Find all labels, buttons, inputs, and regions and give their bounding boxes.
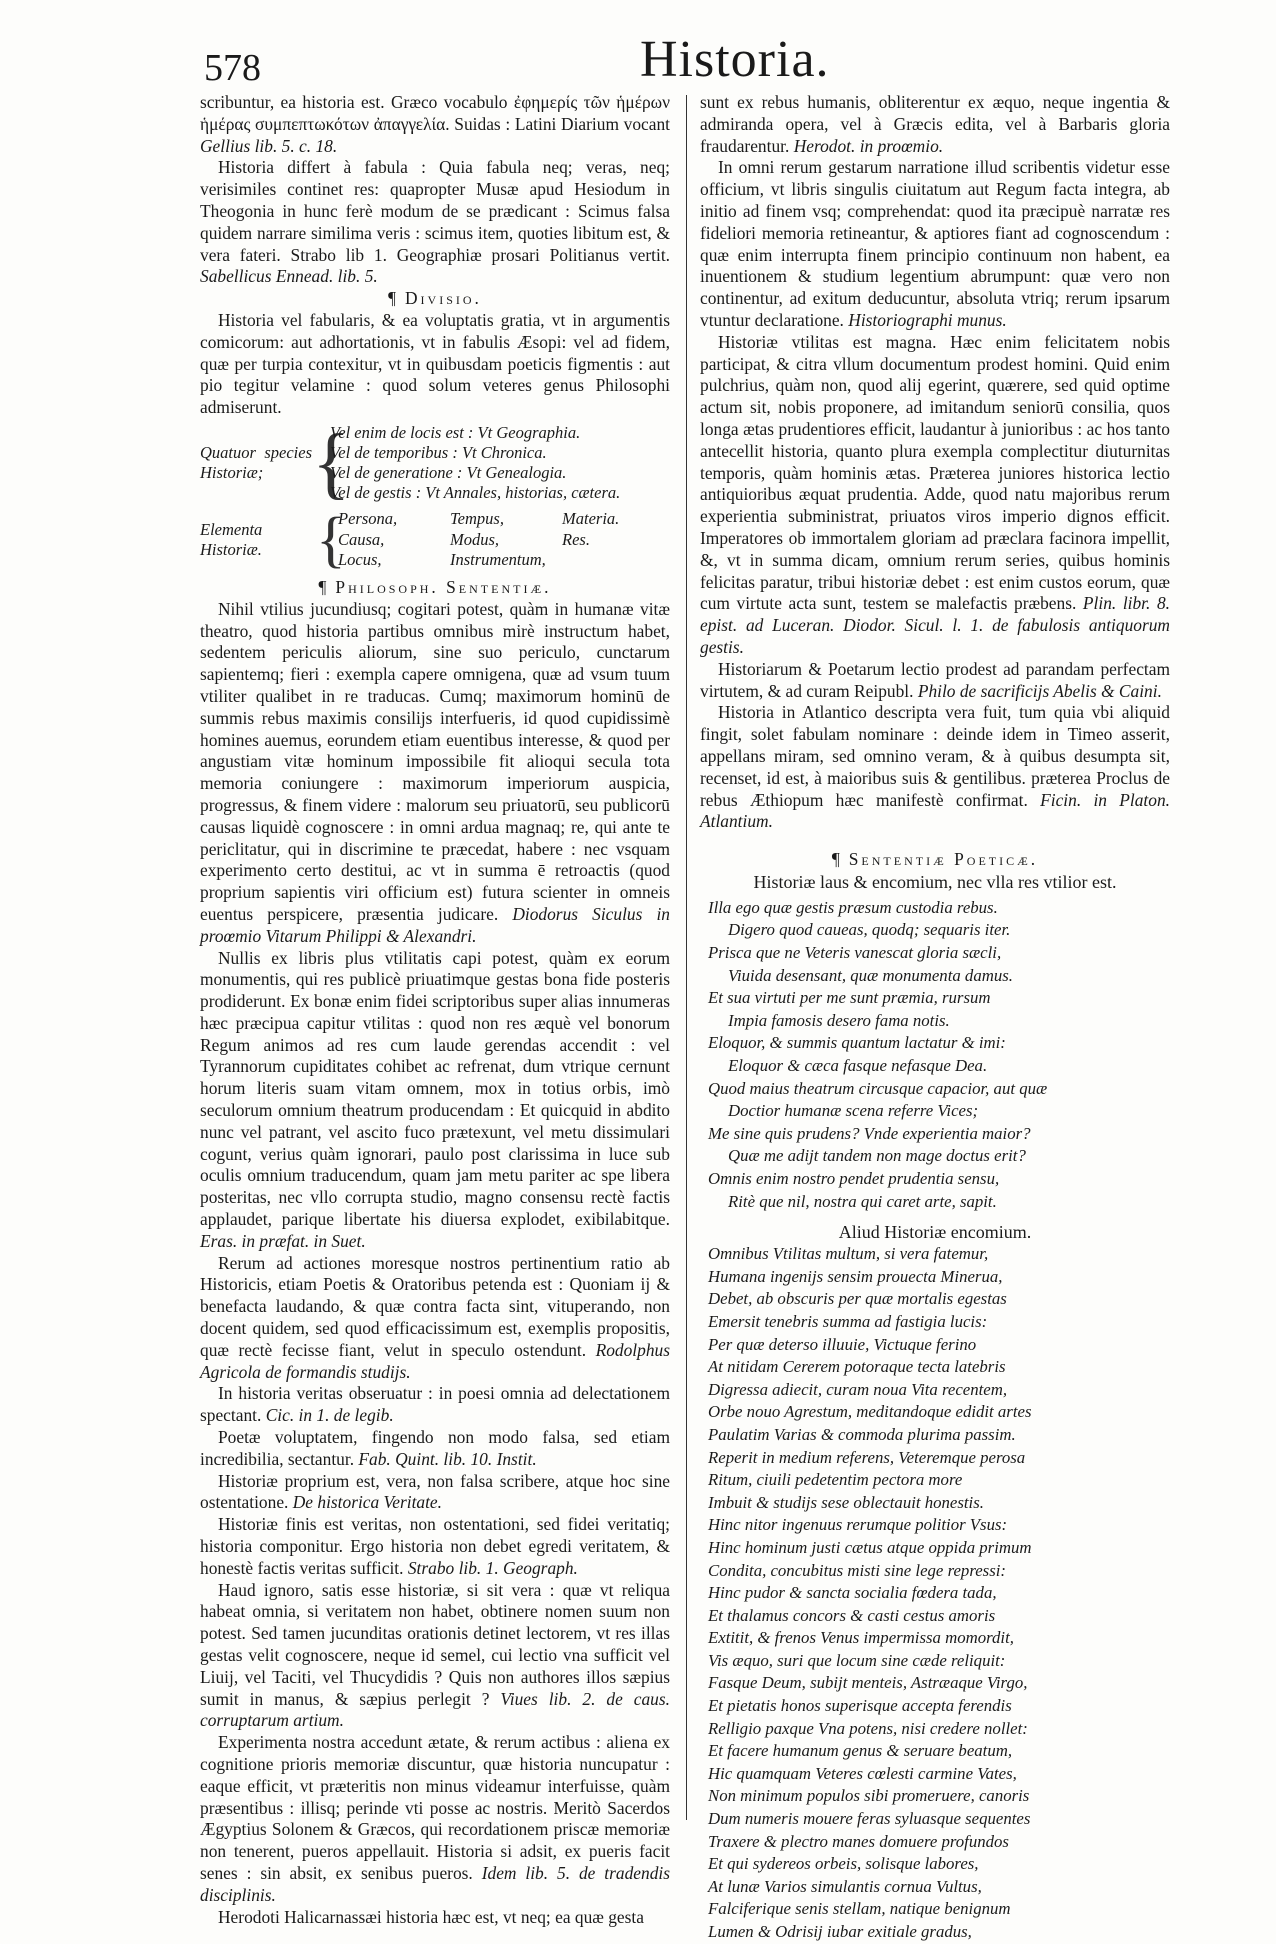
citation: Eras. in præfat. in Suet.: [200, 1230, 366, 1251]
citation: Sabellicus Ennead. lib. 5.: [200, 266, 378, 287]
citation: Idem lib. 5. de tradendis disciplinis.: [200, 1862, 670, 1905]
verse-line: Digero quod caueas, quodq; sequaris iter.: [728, 920, 1011, 940]
left-column: [200, 92, 670, 1928]
section-heading-divisio: ¶ Divisio.: [388, 288, 482, 309]
elementa-item: Persona,: [338, 508, 398, 528]
right-column: [700, 92, 1170, 1944]
verse-line: Et facere humanum genus & seruare beatum,: [708, 1741, 1013, 1761]
citation: Herodot. in proœmio.: [793, 135, 944, 156]
species-label: Quatuor species Historiæ;: [200, 442, 312, 482]
paragraph: Historiarum & Poetarum lectio prodest ad parandam perfectam virtutem, & ad curam Reipubl. Philo de sacrificijs Abelis & Caini.: [700, 658, 1170, 701]
paragraph: Historia differt à fabula : Quia fabula neq; veras, neq; verisimiles continet res: quapropter Musæ apud Hesiodum in Theogonia in hunc ferè modum de se prædicant : Scimus falsa quidem narrare similima veris : scimus item, quoties libitum est, & vera fateri. Strabo lib 1. Geographiæ prosari Politianus vertit. Sabellicus Ennead. lib. 5.: [200, 157, 670, 287]
elementa-item: Materia.: [562, 508, 620, 528]
verse-line: Condita, concubitus misti sine lege repressi:: [708, 1560, 1006, 1580]
verse-line: Ritum, ciuili pedetentim pectora more: [708, 1470, 963, 1490]
brace-icon: {: [316, 505, 346, 574]
verse-line: Non minimum populos sibi promeruere, canoris: [708, 1786, 1030, 1806]
citation: Ficin. in Platon. Atlantium.: [700, 789, 1170, 832]
paragraph: sunt ex rebus humanis, obliterentur ex æquo, neque ingentia & admiranda opera, vel à Græcis edita, vel à Barbaris gloria fraudarentur. Herodot. in proœmio.: [700, 92, 1170, 156]
verse-line: Falciferique senis stellam, natique benignum: [708, 1899, 1011, 1919]
pilcrow-icon: ¶: [318, 576, 330, 597]
paragraph: Nihil vtilius jucundiusq; cogitari potest, quàm in humanæ vitæ theatro, quod historia partibus omnibus mirè instructum habet, sedentem periculis aliorum, sine suo periculo, cunctarum sapientemq; fieri : exempla capere omnigena, quæ ad vsum tuum vtiliter qualibet in re traducas. Cumq; maximorum hominū de summis rebus maximis consilijs interfueris, id quod cupidissimè homines auemus, eorundem etiam euentibus interesse, & quod per angustiam vitæ hominum impossibile fit alioqui secula tota memoria coniungere : maximorum imperiorum auspicia, progressus, & finem videre : malorum seu priuatorū, seu publicorū causas liquidè cognoscere : in omni ardua magnaq; re, qui ante te periclitatur, qui in discrimine te præcedat, habere : nec vsquam experimento certo destitui, ac vt in summa ē retroactis (quod proprium sapientis viri officium est) futura scienter in omneis euentus perspicere, præsentia judicare. Diodorus Siculus in proœmio Vitarum Philippi & Alexandri.: [200, 598, 670, 946]
verse-line: Extitit, & frenos Venus impermissa momordit,: [708, 1628, 1014, 1648]
verse-line: Omnibus Vtilitas multum, si vera fatemur,: [708, 1244, 989, 1264]
citation: Plin. libr. 8. epist. ad Luceran. Diodor. Sicul. l. 1. de fabulosis antiquorum gestis.: [700, 593, 1170, 657]
elementa-item: Tempus,: [450, 508, 504, 528]
paragraph: Historiæ finis est veritas, non ostentationi, sed fidei veritatiq; historia componitur. Ergo historia non debet egredi veritatem, & honestè factis veritas sufficit. Strabo lib. 1. Geograph.: [200, 1514, 670, 1578]
poem-title: Aliud Historiæ encomium.: [838, 1222, 1032, 1243]
species-scheme: [200, 418, 670, 507]
paragraph: In historia veritas obseruatur : in poesi omnia ad delectationem spectant. Cic. in 1. de legib.: [200, 1383, 670, 1426]
citation: Diodorus Siculus in proœmio Vitarum Philippi & Alexandri.: [200, 903, 670, 946]
verse-line: Prisca que ne Veteris vanescat gloria sæcli,: [708, 943, 1002, 963]
paragraph: In omni rerum gestarum narratione illud scribentis videtur esse officium, vt libris singulis ciuitatum aut Regum facta integra, ab initio ad finem vsq; comprehendat: quod ita præcipuè narratæ res fideliori memoria retineantur, & aptiores fiant ad cognoscendum : quæ enim interrupta finem principio continuum non habent, ea inuentionem & studium legentium abrumpunt: quæ vero non continentur, ad exitum deducuntur, absoluta vtriq; rerum ipsarum vtuntur declaratione. Historiographi munus.: [700, 157, 1170, 330]
species-item: Vel de gestis : Vt Annales, historias, cætera.: [330, 482, 621, 502]
elementa-item: Res.: [562, 529, 590, 549]
verse-line: Lumen & Odrisij iubar exitiale gradus,: [708, 1922, 972, 1942]
elementa-item: Locus,: [338, 550, 382, 570]
verse-line: Traxere & plectro manes domuere profundos: [708, 1831, 1009, 1851]
citation: Fab. Quint. lib. 10. Instit.: [358, 1448, 537, 1469]
verse-line: Ritè que nil, nostra qui caret arte, sapit.: [728, 1191, 997, 1211]
verse-line: At lunæ Varios simulantis cornua Vultus,: [708, 1876, 982, 1896]
verse-line: Et thalamus concors & casti cestus amoris: [708, 1605, 996, 1625]
verse-line: Eloquor & cæca fasque nefasque Dea.: [728, 1056, 988, 1076]
citation: Viues lib. 2. de caus. corruptarum artium.: [200, 1688, 670, 1731]
verse-line: Impia famosis desero fama notis.: [728, 1010, 950, 1030]
verse-line: Emersit tenebris summa ad fastigia lucis:: [708, 1311, 988, 1331]
verse-line: Illa ego quæ gestis præsum custodia rebus.: [708, 897, 998, 917]
elementa-item: Modus,: [450, 529, 500, 549]
paragraph: Rerum ad actiones moresque nostros pertinentium ratio ab Historicis, etiam Poetis & Oratoribus petenda est : Quoniam ij & benefacta laudando, & quæ contra facta sint, vituperando, non docent quidem, sed quod efficacissimum est, exemplis propositis, quæ rectè fecisse fiant, velut in speculo ostendunt. Rodolphus Agricola de formandis studijs.: [200, 1252, 670, 1382]
verse-line: Eloquor, & summis quantum lactatur & imi:: [708, 1033, 1006, 1053]
paragraph: Historia in Atlantico descripta vera fuit, tum quia vbi aliquid fingit, solet fabulam nominare : deinde idem in Timeo asserit, appellans miram, sed omnino veram, & à quibus desumpta sit, recenset, id est, à maioribus suis & gentilibus. præterea Proclus de rebus Æthiopum hæc manifestè confirmat. Ficin. in Platon. Atlantium.: [700, 702, 1170, 832]
paragraph: Poetæ voluptatem, fingendo non modo falsa, sed etiam incredibilia, sectantur. Fab. Quint. lib. 10. Instit.: [200, 1427, 670, 1469]
citation: Philo de sacrificijs Abelis & Caini.: [917, 680, 1162, 701]
verse-line: Imbuit & studijs sese oblectauit honestis.: [708, 1492, 984, 1512]
citation: Historiographi munus.: [848, 309, 1007, 330]
citation: Gellius lib. 5. c. 18.: [200, 135, 338, 156]
citation: Rodolphus Agricola de formandis studijs.: [200, 1339, 670, 1382]
elementa-item: [562, 550, 670, 571]
verse-line: Et pietatis honos superisque accepta ferendis: [708, 1696, 1012, 1716]
pilcrow-icon: ¶: [831, 849, 843, 870]
verse-line: Hinc pudor & sancta socialia fœdera tada,: [708, 1583, 997, 1603]
verse-line: Fasque Deum, subijt menteis, Astræaque Virgo,: [708, 1673, 1028, 1693]
paragraph: Historiæ vtilitas est magna. Hæc enim felicitatem nobis participat, & citra vllum documentum prodest homini. Quid enim pulchrius, quàm non, quod alij egerint, quærere, sed quid optime actum sit, nobis proponere, ad imitandum seniorū consilia, quos longa ætas prudentiores efficit, laudantur à junioribus : ac hos tanto antecellit historia, quanto plura exempla complectitur diuturnitas temporis, quàm hominis ætas. Præterea juniores historica lectio antiquioribus æquat prudentia. Adde, quod natu majoribus rerum experientia subministrat, priuatos viros imperio dignos efficit. Imperatores ob immortalem gloriam ad præclara facinora impellit, &, vt in summa dicam, omnium rerum series, quibus hominis felicitas paratur, tribui historiæ debet : est enim custos eorum, quæ cum virtute acta sunt, testem se malefactis præbens. Plin. libr. 8. epist. ad Luceran. Diodor. Sicul. l. 1. de fabulosis antiquorum gestis.: [700, 331, 1170, 657]
verse-line: Vis æquo, suri que locum sine cæde reliquit:: [708, 1650, 1006, 1670]
species-item: Vel de generatione : Vt Genealogia.: [330, 462, 567, 482]
citation: Cic. in 1. de legib.: [265, 1405, 394, 1426]
verse-line: Quæ me adijt tandem non mage doctus erit?: [728, 1146, 1026, 1166]
column-divider: [686, 95, 687, 1820]
section-heading-philosoph: ¶ Philosoph. Sententiæ.: [318, 576, 552, 597]
page-number: 578: [204, 47, 261, 89]
verse-line: Reperit in medium referens, Veteremque perosa: [708, 1447, 1026, 1467]
elementa-scheme: [200, 505, 670, 574]
paragraph: Herodoti Halicarnassæi historia hæc est, vt neq; ea quæ gesta: [218, 1906, 644, 1927]
verse-line: Quod maius theatrum circusque capacior, aut quæ: [708, 1078, 1048, 1098]
elementa-item: Causa,: [338, 529, 385, 549]
verse-line: At nitidam Cererem potoraque tecta latebris: [708, 1357, 1006, 1377]
verse-line: Orbe nouo Agrestum, meditandoque edidit artes: [708, 1402, 1032, 1422]
poem-verses: [700, 897, 1170, 1213]
verse-line: Per quæ deterso illuuie, Victuque ferino: [708, 1334, 977, 1354]
paragraph: Haud ignoro, satis esse historiæ, si sit vera : quæ vt reliqua habeat omnia, si veritatem non habet, obtinere nomen suum non potest. Sed tamen jucunditas orationis detinet lectorem, vt res illas gestas velit cognoscere, neque id semel, cui lectio vna sufficit vel Liuij, vel Taciti, vel Thucydidis ? Quis non authores illos sæpius sumit in manus, & sæpius perlegit ? Viues lib. 2. de caus. corruptarum artium.: [200, 1579, 670, 1731]
pilcrow-icon: ¶: [388, 288, 399, 309]
paragraph: Nullis ex libris plus vtilitatis capi potest, quàm ex eorum monumentis, qui res publicè priuatimque gestas bona fide posteris prodiderunt. Ex bonæ enim fidei scriptoribus super alias innumeras hæc præcipua capitur vtilitas : quod non res æquè vel bonorum Regum animos ad res cum laude gerendas accendit : vel Tyrannorum cupiditates cohibet ac refrenat, dum vtrique cernunt horum literis suam vitam omnem, mox in totius orbis, imò seculorum omnium theatrum producendam : Et quicquid in abdito nunc vel patrant, vel ascito fuco prætexunt, vel metu dissimulari cogunt, verius quàm ignorari, paulo post clarissima in luce sub oculis omnium traducendum, quam jam metu pariter ac spe libera posteritas, nec vllo corrupta studio, magno consensu rectè factis applaudet, parique libertate his diuersa explodet, exibilabitque. Eras. in præfat. in Suet.: [200, 947, 670, 1251]
verse-line: Omnis enim nostro pendet prudentia sensu,: [708, 1169, 1000, 1189]
paragraph: Historiæ proprium est, vera, non falsa scribere, atque hoc sine ostentatione. De historica Veritate.: [200, 1470, 670, 1513]
verse-line: Dum numeris mouere feras syluasque sequentes: [708, 1809, 1031, 1829]
elementa-label: Elementa Historiæ.: [200, 519, 263, 559]
verse-line: Et sua virtuti per me sunt præmia, rursum: [708, 988, 991, 1008]
verse-line: Hic quamquam Veteres cœlesti carmine Vates,: [708, 1763, 1017, 1783]
paragraph: scribuntur, ea historia est. Græco vocabulo ἐφημερίς τῶν ἡμέρων ἡμέρας συμπεπτωκότων ἀπαγγελία. Suidas : Latini Diarium vocant Gellius lib. 5. c. 18.: [200, 92, 670, 156]
species-item: Vel de temporibus : Vt Chronica.: [330, 442, 547, 462]
poem-verses: [700, 1243, 1170, 1943]
verse-line: Hinc hominum justi cætus atque oppida primum: [708, 1537, 1032, 1557]
section-heading-poetic: ¶ Sententiæ Poeticæ.: [831, 849, 1039, 870]
verse-line: Et qui sydereos orbeis, solisque labores,: [708, 1854, 979, 1874]
verse-line: Doctior humanæ scena referre Vices;: [728, 1101, 979, 1121]
verse-line: Hinc nitor ingenuus rerumque politior Vsus:: [708, 1515, 1008, 1535]
paragraph: Historia vel fabularis, & ea voluptatis gratia, vt in argumentis comicorum: aut adhortationis, vt in fabulis Æsopi: vel ad fidem, quæ per turpia contexitur, vt in quibusdam poeticis figmentis : aut pio tegitur velamine : quod solum veteres genus Philosophi admiserunt.: [200, 309, 670, 418]
verse-line: Viuida desensant, quæ monumenta damus.: [728, 965, 1013, 985]
verse-line: Digressa adiecit, curam noua Vita recentem,: [708, 1379, 1008, 1399]
verse-line: Me sine quis prudens? Vnde experientia maior?: [708, 1123, 1031, 1143]
verse-line: Paulatim Varias & commoda plurima passim.: [708, 1424, 1016, 1444]
brace-icon: {: [312, 418, 351, 507]
paragraph: Experimenta nostra accedunt ætate, & rerum actibus : aliena ex cognitione prioris memoriæ discuntur, quæ historia nuncupatur : eaque efficit, vt præteritis non minus videamur interfuisse, quàm præsentibus : illisq; perinde vti posse ac nostris. Meritò Sacerdos Ægyptius Solonem & Græcos, qui recordationem priscæ memoriæ non tenerent, pueros appellauit. Historia si adsit, ex pueris facit senes : sin absit, ex senibus pueros. Idem lib. 5. de tradendis disciplinis.: [200, 1732, 670, 1905]
elementa-item: Instrumentum,: [450, 550, 546, 570]
verse-line: Humana ingenijs sensim prouecta Minerua,: [708, 1266, 1003, 1286]
running-title: Historia.: [640, 31, 830, 88]
species-item: Vel enim de locis est : Vt Geographia.: [330, 422, 581, 442]
verse-line: Debet, ab obscuris per quæ mortalis egestas: [708, 1289, 1007, 1309]
poem-title: Historiæ laus & encomium, nec vlla res vtilior est.: [753, 871, 1117, 892]
citation: De historica Veritate.: [292, 1492, 442, 1513]
verse-line: Relligio paxque Vna potens, nisi credere nollet:: [708, 1718, 1028, 1738]
citation: Strabo lib. 1. Geograph.: [407, 1557, 578, 1578]
